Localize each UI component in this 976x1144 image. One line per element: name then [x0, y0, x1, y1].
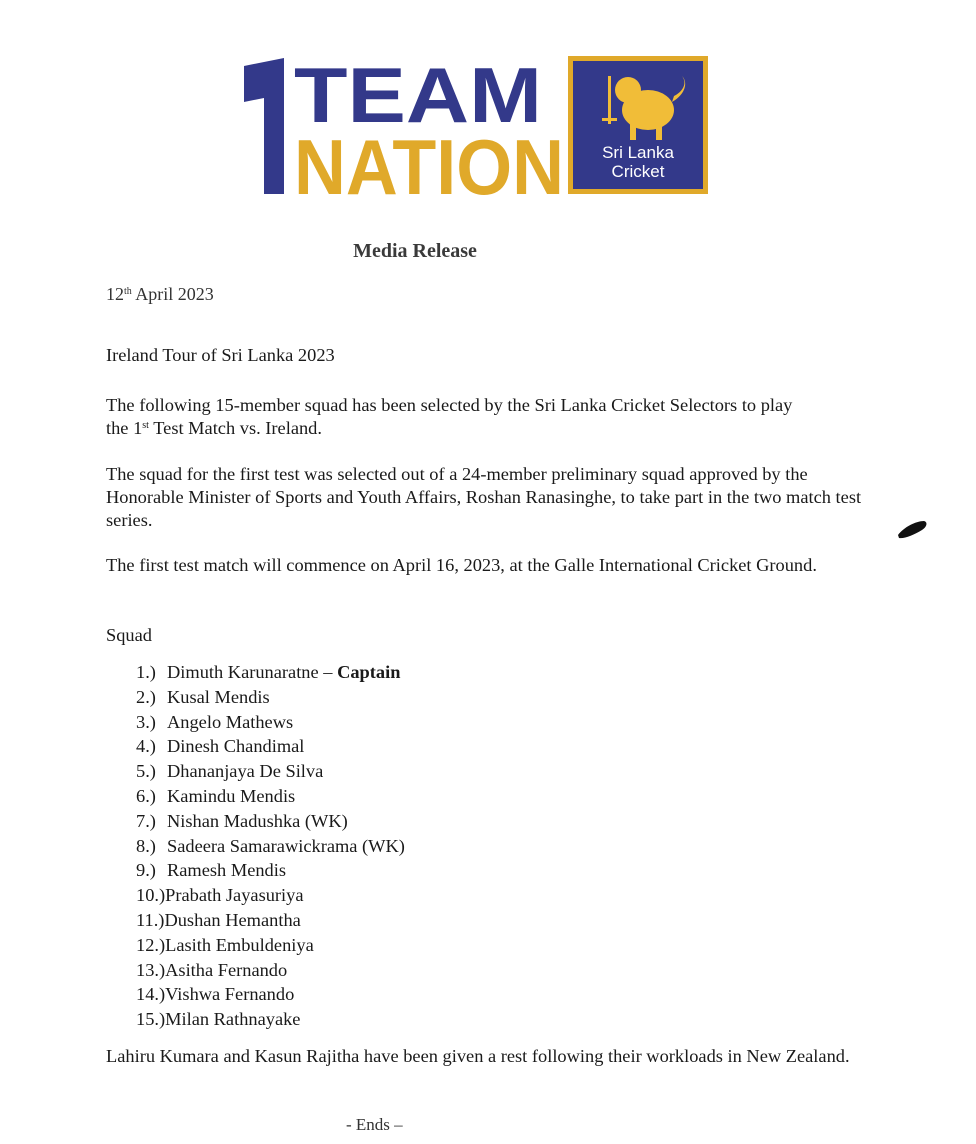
squad-player-name: Ramesh Mendis — [167, 860, 287, 881]
badge-line-2: Cricket — [611, 162, 665, 181]
paragraph-match-venue: The first test match will commence on April 16, 2023, at the Galle International Cricket Ground. — [106, 555, 817, 575]
squad-player-name: Dinesh Chandimal — [167, 736, 305, 757]
squad-role-separator: – — [318, 662, 338, 682]
squad-list-item — [136, 958, 405, 983]
squad-list-item — [136, 734, 405, 759]
squad-list-item — [136, 908, 405, 933]
squad-list-item — [136, 759, 405, 784]
squad-player-name: Asitha Fernando — [165, 959, 288, 980]
p1-line2-sup: st — [142, 420, 149, 431]
logo-1team-nation — [236, 54, 716, 200]
squad-list-item — [136, 710, 405, 735]
squad-item-number: 12.) — [136, 934, 166, 955]
squad-player-name: Kamindu Mendis — [167, 785, 296, 806]
squad-list-item — [136, 1007, 405, 1032]
squad-item-number: 11.) — [136, 909, 165, 930]
squad-player-name: Lasith Embuldeniya — [165, 934, 314, 955]
squad-player-name: Dushan Hemantha — [164, 909, 301, 930]
squad-item-number: 4.) — [136, 736, 156, 757]
squad-list-item — [136, 834, 405, 859]
squad-item-number: 5.) — [136, 761, 156, 782]
release-date — [106, 284, 214, 305]
p1-line2-post: Test Match vs. Ireland. — [148, 418, 322, 438]
date-rest: April 2023 — [135, 284, 214, 304]
squad-item-number: 8.) — [136, 835, 156, 856]
badge-line-1: Sri Lanka — [602, 143, 674, 162]
squad-item-number: 3.) — [136, 711, 156, 732]
ends-marker: - Ends – — [346, 1115, 403, 1134]
squad-player-name: Prabath Jayasuriya — [165, 885, 304, 906]
page-title: Media Release — [353, 240, 477, 262]
logo-nation-word: NATION — [294, 123, 564, 200]
squad-player-name: Sadeera Samarawickrama (WK) — [167, 835, 405, 856]
squad-item-number: 14.) — [136, 984, 166, 1005]
paragraph-1-line-1: The following 15-member squad has been selected by the Sri Lanka Cricket Selectors to play — [106, 395, 793, 415]
squad-item-number: 9.) — [136, 860, 156, 881]
paragraph-squad-selection — [106, 394, 866, 440]
tour-title: Ireland Tour of Sri Lanka 2023 — [106, 345, 335, 365]
date-suffix: th — [124, 286, 132, 297]
squad-list — [136, 660, 405, 1032]
squad-player-name: Vishwa Fernando — [165, 984, 295, 1005]
squad-item-number: 2.) — [136, 686, 156, 707]
logo-numeral-one — [244, 58, 284, 194]
squad-item-number: 10.) — [136, 885, 166, 906]
squad-list-item — [136, 933, 405, 958]
squad-list-item — [136, 858, 405, 883]
squad-player-name: Nishan Madushka (WK) — [167, 810, 348, 831]
squad-player-role: Captain — [337, 662, 401, 682]
squad-player-name: Dimuth Karunaratne — [167, 662, 319, 682]
p1-line2-pre: the 1 — [106, 418, 143, 438]
pen-scribble-mark — [894, 515, 930, 543]
squad-item-number: 13.) — [136, 959, 166, 980]
squad-list-item — [136, 660, 405, 685]
squad-item-number: 1.) — [136, 662, 156, 682]
squad-list-item — [136, 784, 405, 809]
date-day: 12 — [106, 284, 124, 304]
squad-player-name: Milan Rathnayake — [165, 1009, 301, 1030]
squad-player-name: Angelo Mathews — [167, 711, 294, 732]
squad-player-name: Dhananjaya De Silva — [167, 761, 324, 782]
squad-heading: Squad — [106, 625, 152, 645]
squad-list-item — [136, 685, 405, 710]
squad-player-name: Kusal Mendis — [167, 686, 270, 707]
squad-item-number: 7.) — [136, 810, 156, 831]
rest-note: Lahiru Kumara and Kasun Rajitha have been given a rest following their workloads in New Zealand. — [106, 1046, 850, 1066]
squad-item-number: 15.) — [136, 1009, 166, 1030]
logo-graphic — [236, 54, 716, 200]
squad-item-number: 6.) — [136, 785, 156, 806]
squad-list-item — [136, 883, 405, 908]
squad-list-item — [136, 982, 405, 1007]
paragraph-1-line-2 — [106, 417, 866, 440]
paragraph-preliminary-squad: The squad for the first test was selected out of a 24-member preliminary squad approved by the Honorable Minister of Sports and Youth Affairs, Roshan Ranasinghe, to take part in the two match test series. — [106, 464, 862, 530]
logo-team-word: TEAM — [294, 54, 542, 139]
squad-list-item — [136, 809, 405, 834]
